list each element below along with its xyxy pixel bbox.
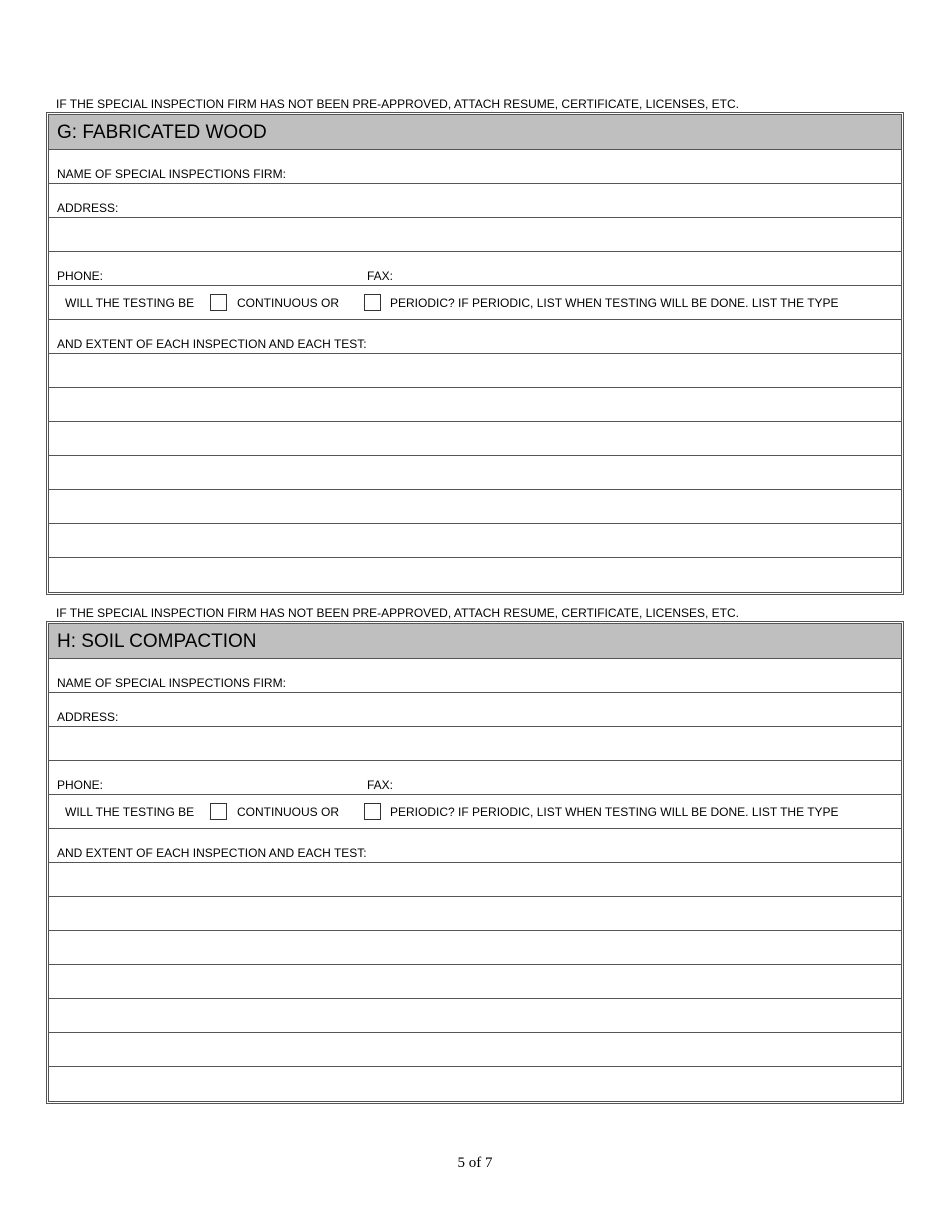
extent-line-input[interactable] [57, 539, 893, 555]
extent-line-input[interactable] [57, 912, 893, 928]
address-line-2-input[interactable] [57, 233, 893, 249]
periodic-checkbox[interactable] [364, 803, 381, 820]
section-title-g: G: FABRICATED WOOD [49, 115, 901, 150]
firm-name-row [49, 150, 901, 184]
extent-line-input[interactable] [57, 1048, 893, 1064]
periodic-label: PERIODIC? IF PERIODIC, LIST WHEN TESTING WILL BE DONE. LIST THE TYPE [390, 296, 839, 310]
extent-line [49, 1067, 901, 1101]
extent-line [49, 490, 901, 524]
extent-line [49, 456, 901, 490]
testing-prefix-label: WILL THE TESTING BE [65, 805, 195, 819]
extent-line-input[interactable] [57, 505, 893, 521]
extent-line [49, 999, 901, 1033]
address-row [49, 184, 901, 218]
section-fabricated-wood [46, 112, 904, 595]
section-title-h: H: SOIL COMPACTION [49, 624, 901, 659]
continuous-label: CONTINUOUS OR [237, 296, 339, 310]
extent-line [49, 558, 901, 592]
address-input[interactable] [129, 710, 893, 724]
extent-line [49, 1033, 901, 1067]
extent-row [49, 320, 901, 354]
fax-input[interactable] [399, 778, 893, 792]
extent-line-input[interactable] [57, 437, 893, 453]
fax-input[interactable] [399, 269, 893, 283]
address-label: ADDRESS: [57, 201, 119, 215]
phone-label: PHONE: [57, 269, 104, 283]
extent-line-input[interactable] [57, 1014, 893, 1030]
extent-line-input[interactable] [57, 574, 893, 590]
continuous-label: CONTINUOUS OR [237, 805, 339, 819]
periodic-label: PERIODIC? IF PERIODIC, LIST WHEN TESTING WILL BE DONE. LIST THE TYPE [390, 805, 839, 819]
preapproval-notice-g: IF THE SPECIAL INSPECTION FIRM HAS NOT BEEN PRE-APPROVED, ATTACH RESUME, CERTIFICATE, LICENSES, ETC. [56, 97, 740, 111]
extent-line-input[interactable] [57, 1083, 893, 1099]
phone-input[interactable] [109, 269, 359, 283]
phone-label: PHONE: [57, 778, 104, 792]
extent-line-input[interactable] [57, 471, 893, 487]
phone-input[interactable] [109, 778, 359, 792]
address-input[interactable] [129, 201, 893, 215]
address-label: ADDRESS: [57, 710, 119, 724]
continuous-checkbox[interactable] [210, 294, 227, 311]
extent-line-input[interactable] [57, 946, 893, 962]
extent-line-input[interactable] [57, 980, 893, 996]
firm-name-label: NAME OF SPECIAL INSPECTIONS FIRM: [57, 676, 286, 690]
extent-line [49, 354, 901, 388]
section-soil-compaction [46, 621, 904, 1104]
address-row [49, 693, 901, 727]
extent-label: AND EXTENT OF EACH INSPECTION AND EACH TEST: [57, 846, 367, 860]
continuous-checkbox[interactable] [210, 803, 227, 820]
fax-label: FAX: [367, 269, 394, 283]
extent-line-input[interactable] [57, 369, 893, 385]
extent-input[interactable] [385, 337, 893, 351]
extent-line [49, 931, 901, 965]
extent-line [49, 388, 901, 422]
phone-fax-row [49, 761, 901, 795]
extent-label: AND EXTENT OF EACH INSPECTION AND EACH TEST: [57, 337, 367, 351]
testing-prefix-label: WILL THE TESTING BE [65, 296, 195, 310]
extent-line [49, 965, 901, 999]
firm-name-input[interactable] [299, 676, 893, 690]
page-number: 5 of 7 [457, 1155, 493, 1171]
extent-line-input[interactable] [57, 403, 893, 419]
firm-name-row [49, 659, 901, 693]
address-line-2-input[interactable] [57, 742, 893, 758]
periodic-checkbox[interactable] [364, 294, 381, 311]
address-line-2-row [49, 727, 901, 761]
testing-type-row [49, 795, 901, 829]
extent-line [49, 897, 901, 931]
fax-label: FAX: [367, 778, 394, 792]
address-line-2-row [49, 218, 901, 252]
extent-input[interactable] [385, 846, 893, 860]
testing-type-row [49, 286, 901, 320]
firm-name-input[interactable] [299, 167, 893, 181]
extent-line [49, 863, 901, 897]
preapproval-notice-h: IF THE SPECIAL INSPECTION FIRM HAS NOT BEEN PRE-APPROVED, ATTACH RESUME, CERTIFICATE, LICENSES, ETC. [56, 606, 740, 620]
extent-row [49, 829, 901, 863]
phone-fax-row [49, 252, 901, 286]
extent-line [49, 524, 901, 558]
extent-line-input[interactable] [57, 878, 893, 894]
extent-line [49, 422, 901, 456]
firm-name-label: NAME OF SPECIAL INSPECTIONS FIRM: [57, 167, 286, 181]
